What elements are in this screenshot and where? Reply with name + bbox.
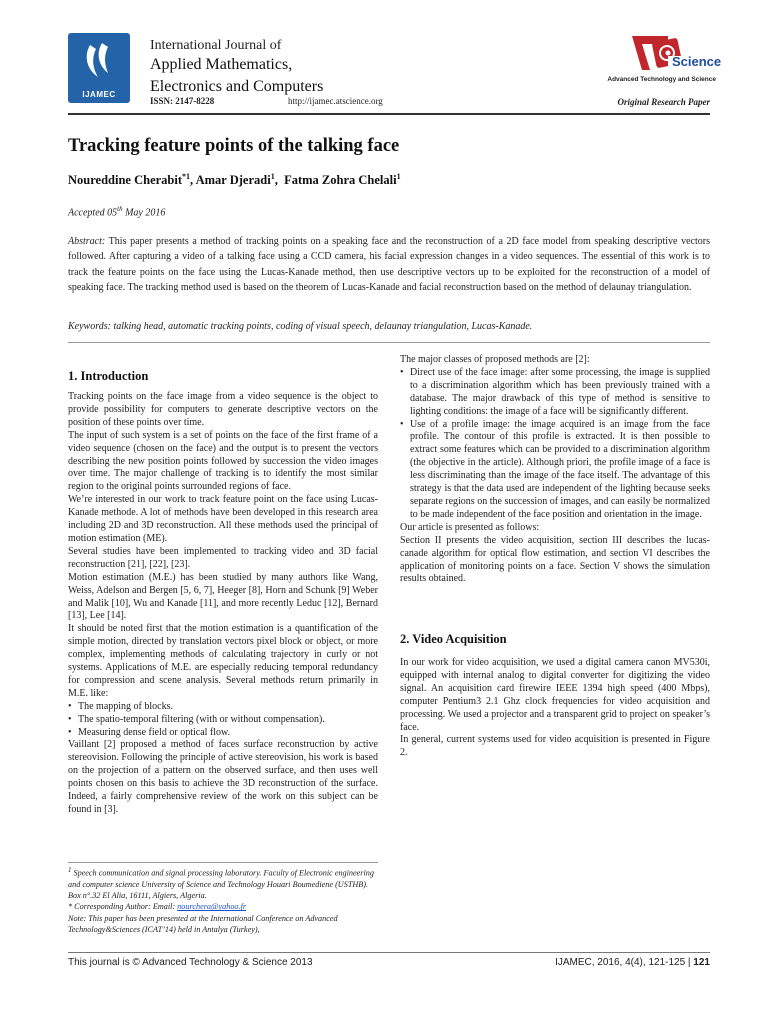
ats-caption: Advanced Technology and Science	[607, 76, 716, 83]
paragraph: Several studies have been implemented to tracking video and 3D facial reconstruction [21], [22], [23].	[68, 545, 378, 570]
author-affiliation-mark: 1	[270, 172, 275, 181]
list-item: • Use of a profile image: the image acquired is an image from the face profile. The contour of this profile is extracted. It is then possible to extract some features which can be provided to a discrimination algorithm (the objective in the article). Although priori, the profile image of a face is less discriminating than the image of the face itself. The advantage of this strategy is that the data used are independent of the lighting because seeks separate regions on the succession of images, and can easily be normalized to be made independent of the face position and orientation in the image.	[410, 419, 710, 522]
footnote	[68, 865, 378, 935]
section-heading-introduction: 1. Introduction	[68, 369, 149, 383]
method-classes-list	[400, 367, 710, 522]
swan-logo-icon	[82, 41, 116, 83]
journal-name-line3: Electronics and Computers	[150, 78, 324, 95]
author-name: Amar Djeradi	[195, 173, 271, 188]
footer-rule	[68, 952, 710, 953]
header-rule	[68, 113, 710, 115]
video-acquisition-text	[400, 657, 710, 760]
page-number: 121	[690, 957, 710, 968]
list-item: • Direct use of the face image: after some processing, the image is supplied to a discrimination algorithm which has been previously trained with a database. The major drawback of this type of method is sensitive to lighting conditions: the image of a face will be significantly different.	[410, 367, 710, 419]
me-methods-list	[68, 701, 378, 740]
section-heading-video-acquisition: 2. Video Acquisition	[400, 632, 507, 646]
list-item: • Measuring dense field or optical flow.	[78, 727, 378, 740]
corresponding-author-label: * Corresponding Author: Email:	[68, 902, 178, 912]
paragraph: The input of such system is a set of points on the face of the first frame of a video sequence (chosen on the face) and the output is to present the vectors describing the new position points followed by succession the video images over time. The major challenge of tracking is to identify the most similar region to the original points surrounded regions of face.	[68, 429, 378, 493]
paragraph: Section II presents the video acquisition, section III describes the lucas-canade algorithm for optical flow estimation, and section VI describes the application of monitoring points on a face. Section V shows the simulation results obtained.	[400, 534, 710, 585]
paragraph: Our article is presented as follows:	[400, 521, 540, 533]
abstract	[68, 234, 710, 295]
paper-type: Original Research Paper	[617, 97, 710, 107]
accepted-date-prefix: Accepted 05	[68, 207, 118, 219]
ats-logo-text: Science	[672, 54, 722, 69]
abstract-text: This paper presents a method of tracking points on a speaking face and the reconstruction of a 2D face model from speaking descriptive vectors followed. After capturing a video of a talking face using a CCD camera, his facial expression changes in a video sequences. The essential of this work is to track the feature points on the face using the Lucas-Kanade method, then use descriptive vectors up to be exploited for the reconstruction of a model of speaking face. The tracking method used is based on the theorem of Lucas-Kanade and facial reconstruction based on the method of delaunay triangulation.	[68, 236, 710, 293]
ats-logo	[628, 30, 722, 82]
author-name: Noureddine Cherabit	[68, 173, 183, 188]
footer-copyright: This journal is © Advanced Technology & Science 2013	[68, 957, 313, 968]
author-affiliation-mark: *1	[182, 172, 191, 181]
paper-title: Tracking feature points of the talking face	[68, 136, 400, 156]
journal-name-line2: Applied Mathematics,	[150, 56, 293, 73]
list-item: • The mapping of blocks.	[78, 701, 378, 714]
keywords: Keywords: talking head, automatic tracking points, coding of visual speech, delaunay triangulation, Lucas-Kanade.	[68, 321, 533, 332]
abstract-label: Abstract:	[68, 236, 106, 247]
paragraph: We’re interested in our work to track feature point on the face using Lucas-Kanade methode. A lot of methods have been developed in this research area including 2D and 3D reconstruction. All these methods used the principal of motion estimation (ME).	[68, 494, 378, 544]
left-column	[68, 391, 378, 817]
paragraph: Vaillant [2] proposed a method of faces surface reconstruction by active stereovision. Following the principle of active stereovision, his work is based on the projection of a pattern on the observed surface, and then uses well points chosen on this basis to achieve the 3D reconstruction of the surface. Indeed, a fairly comprehensive review of the work on this subject can be found in [3].	[68, 739, 378, 815]
journal-name-line1: International Journal of	[150, 38, 282, 53]
right-column	[400, 354, 710, 586]
paragraph: Motion estimation (M.E.) has been studied by many authors like Wang, Weiss, Adelson and Bergen [5, 6, 7], Heeger [8], Horn and Schunk [9] Weber and Malik [10], Wu and Kanade [11], and more recently Leduc [12], Bernard [13], Lee [14].	[68, 571, 378, 622]
accepted-date-suffix: May 2016	[122, 207, 166, 219]
ijamec-logo-label: IJAMEC	[82, 90, 116, 99]
paragraph: It should be noted first that the motion estimation is a quantification of the simple motion, directed by translation vectors pixel block or object, or more complex, implementing methods of calculating trajectory in curly or not systems. Applications of M.E. are especially reducing temporal redundancy for compression and scene analysis. Several methods return primarily in M.E. like:	[68, 623, 378, 699]
author-name: Fatma Zohra Chelali	[284, 173, 397, 188]
journal-url: http://ijamec.atscience.org	[288, 96, 383, 106]
paragraph: In our work for video acquisition, we used a digital camera canon MV530i, equipped with internal analog to digital converter for digitizing the video signal. An acquisition card firewire IEEE 1394 high speed (400 Mbps), computer Pentium3 2.1 Ghz clock frequencies for video acquisition and processing. We used a projector and a transparent grid to project on speaker’s face.	[400, 657, 710, 733]
footer-citation	[480, 957, 710, 968]
list-item: • The spatio-temporal filtering (with or without compensation).	[78, 714, 378, 727]
authors-line: Noureddine Cherabit$^{*1}$, Amar Djeradi$^1$, Fatma Zohra Chelali$^1$	[68, 172, 401, 188]
section-rule	[68, 342, 710, 343]
accepted-date	[68, 205, 165, 218]
footnote-rule	[68, 862, 378, 863]
author-email-link[interactable]: nourchera@yahoo.fr	[177, 902, 247, 912]
footnote-affiliation: Speech communication and signal processing laboratory. Faculty of Electronic engineering and computer science University of Science and Technology Houari Boumediene (USTHB). Box n°.32 El Alia, 16111, Algiers, Algeria.	[68, 868, 374, 901]
paragraph: In general, current systems used for video acquisition is presented in Figure 2.	[400, 734, 710, 759]
footer-journal-ref: IJAMEC, 2016, 4(4), 121-125 |	[555, 957, 691, 968]
paragraph: Tracking points on the face image from a video sequence is the object to provide possibility for computers to generate descriptive vectors on the position of these points over time.	[68, 391, 378, 428]
author-affiliation-mark: 1	[396, 172, 401, 181]
paragraph: The major classes of proposed methods are [2]:	[400, 354, 590, 365]
conference-note: Note: This paper has been presented at the International Conference on Advanced Technology&Sciences (ICAT’14) held in Antalya (Turkey),	[68, 913, 338, 934]
accepted-date-sup: th	[117, 205, 123, 213]
issn: ISSN: 2147-8228	[150, 96, 215, 106]
ijamec-logo	[68, 33, 130, 103]
footnote-mark: 1	[68, 867, 72, 874]
